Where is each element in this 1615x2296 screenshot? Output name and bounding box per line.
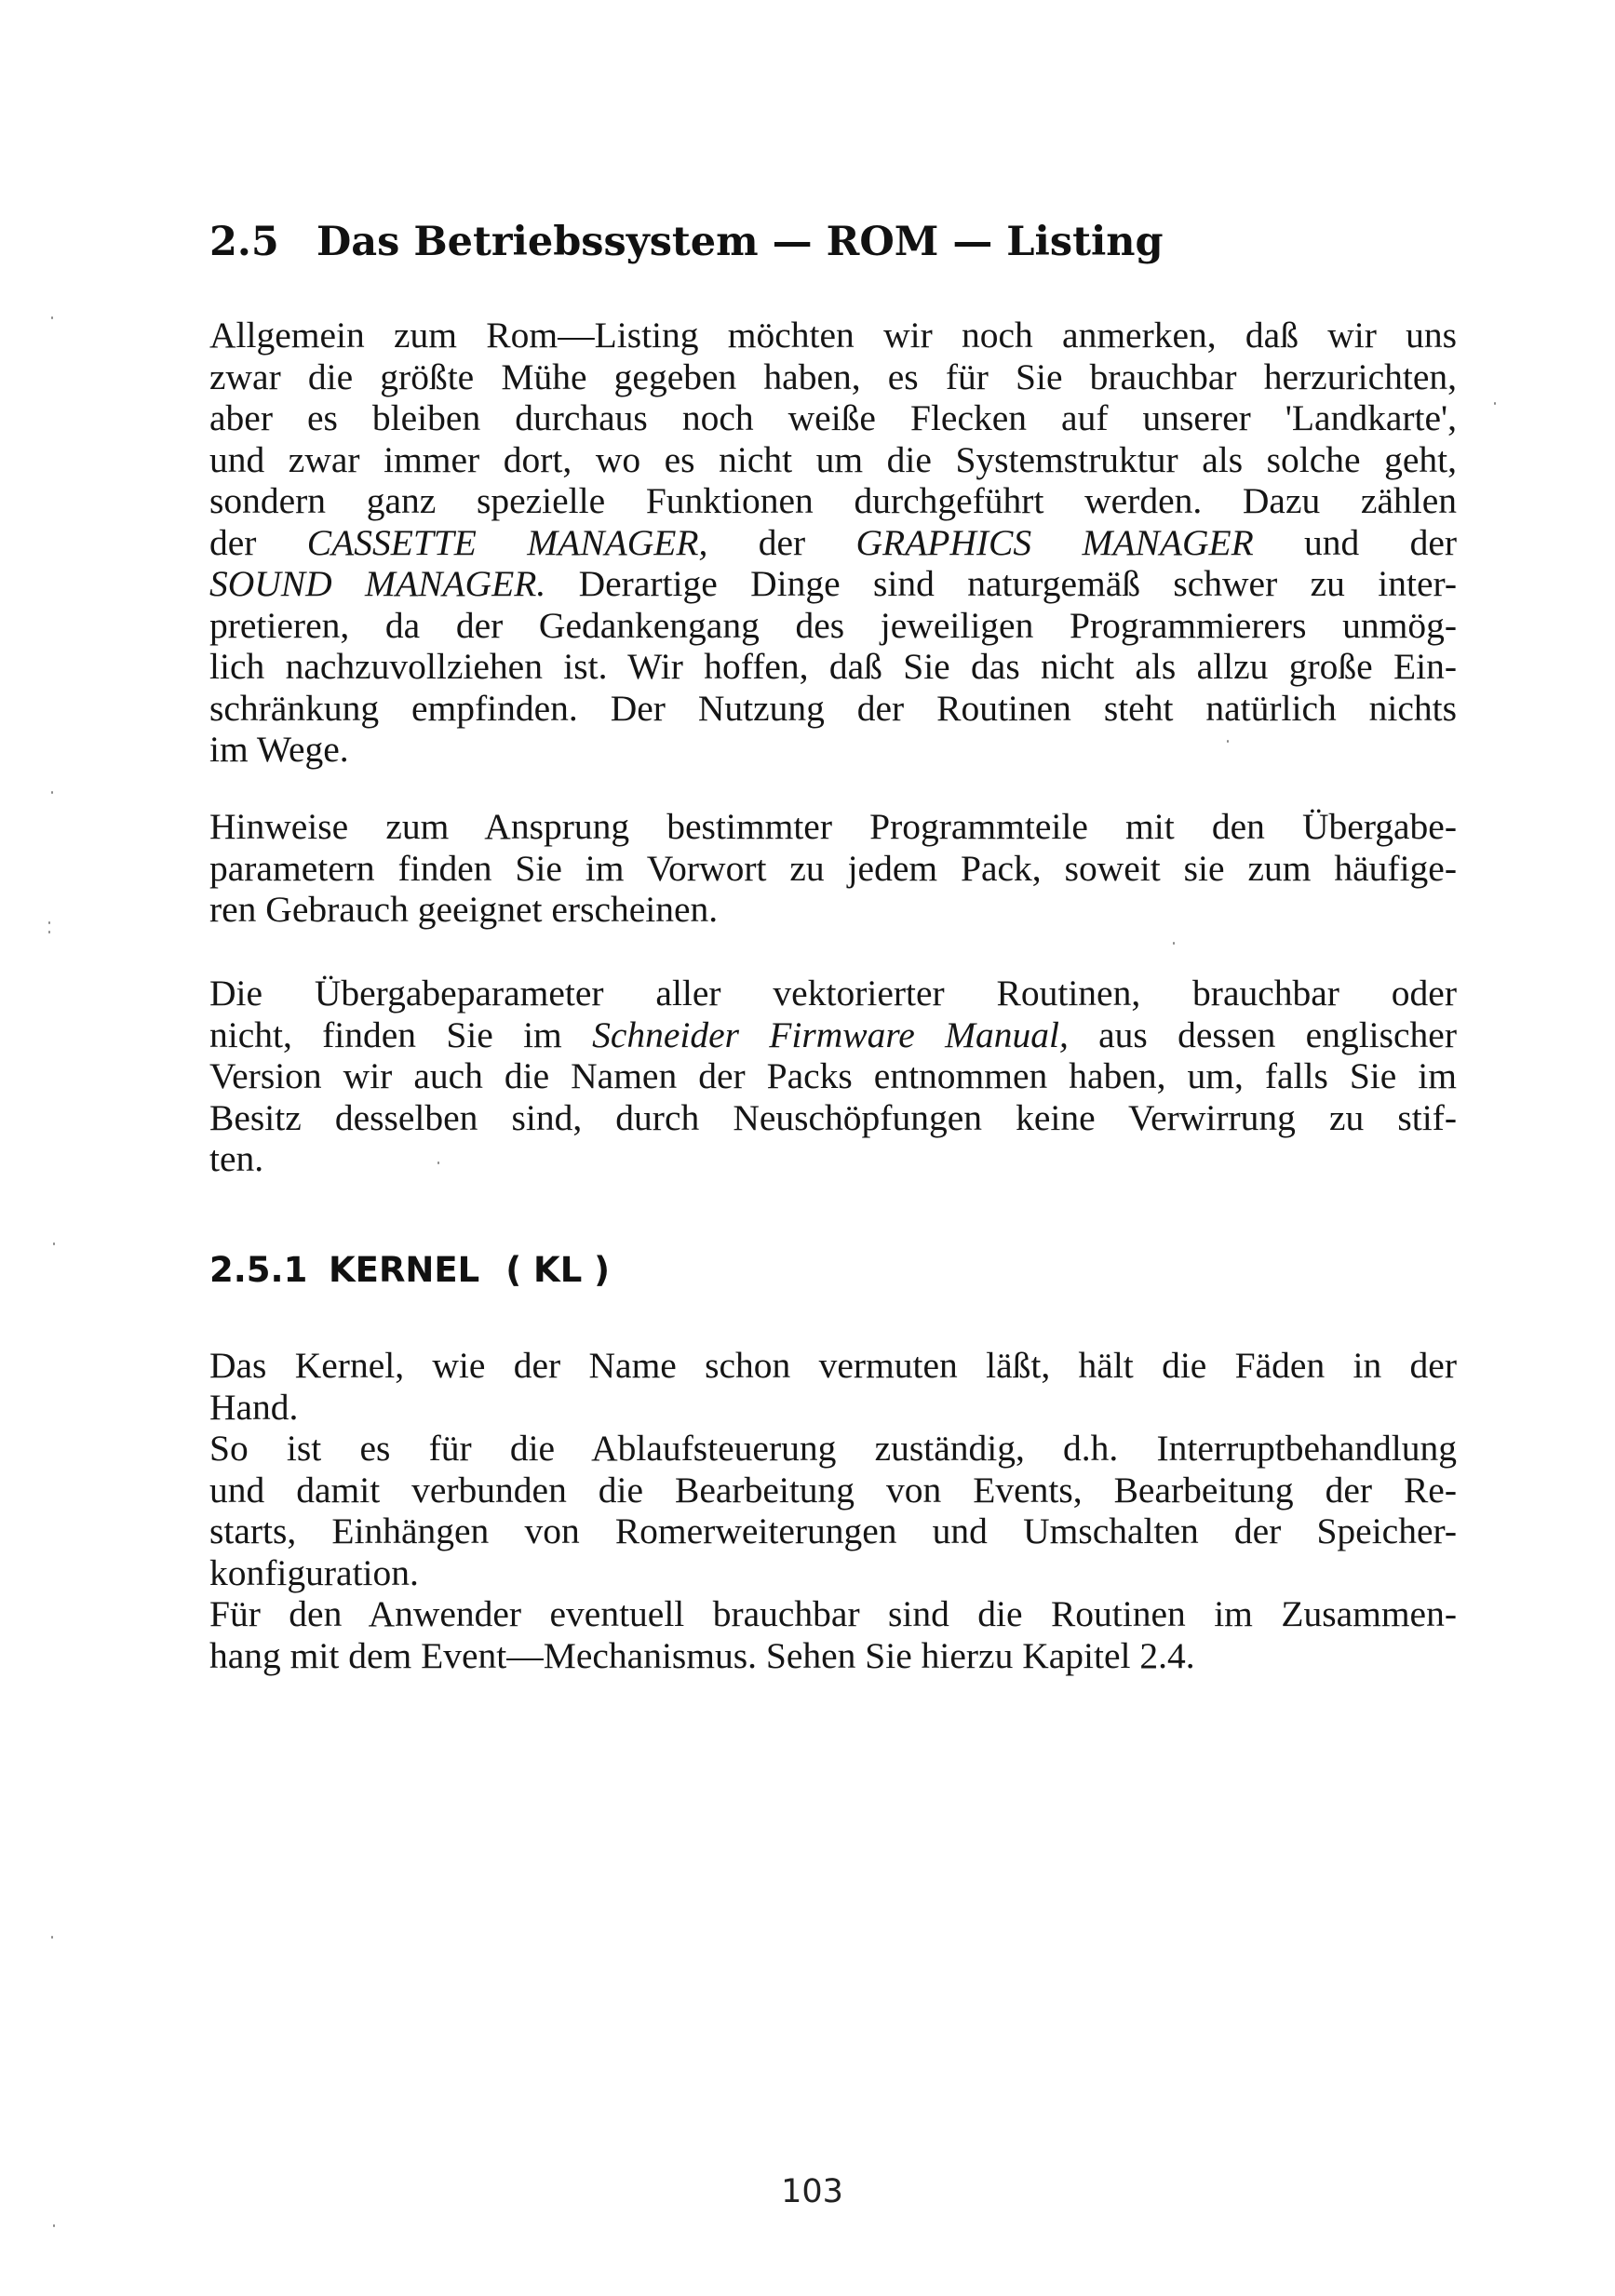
text-line: hang mit dem Event—Mechanismus. Sehen Sie hierzu Kapitel 2.4. xyxy=(209,1634,1195,1676)
text-segment: der xyxy=(758,521,806,563)
scan-speck xyxy=(1173,942,1175,945)
text-line xyxy=(209,1014,1457,1056)
text-line: parametern finden Sie im Vorwort zu jedem Pack, soweit sie zum häufige- xyxy=(209,847,1457,889)
subsection-name: KERNEL xyxy=(329,1250,480,1290)
scan-speck xyxy=(53,1242,55,1245)
paragraph-program-entry-hints xyxy=(209,806,1457,931)
manager-name-cassette: CASSETTE MANAGER, xyxy=(306,521,708,563)
text-line: ten. xyxy=(209,1138,264,1179)
text-line: aber es bleiben durchaus noch weiße Flecken auf unserer 'Landkarte', xyxy=(209,397,1457,438)
text-segment: der xyxy=(209,521,257,563)
scan-speck xyxy=(1227,740,1229,743)
text-segment: und der xyxy=(1304,521,1458,563)
text-line: im Wege. xyxy=(209,729,349,770)
scan-speck xyxy=(51,1936,53,1939)
scan-speck xyxy=(437,1161,439,1164)
section-title: Das Betriebssystem — ROM — Listing xyxy=(316,219,1164,265)
scan-speck xyxy=(1494,402,1496,405)
manager-name-sound: SOUND MANAGER. xyxy=(209,563,546,604)
scan-speck xyxy=(51,791,53,794)
text-segment: Derartige Dinge sind naturgemäß schwer zu inter- xyxy=(578,563,1458,604)
paragraph-kernel-description xyxy=(209,1345,1457,1676)
text-line: Für den Anwender eventuell brauchbar sind die Routinen im Zusammen- xyxy=(209,1593,1457,1634)
text-line: Hand. xyxy=(209,1386,299,1428)
page-number: 103 xyxy=(781,2173,843,2210)
text-line xyxy=(209,522,1457,564)
text-line: Das Kernel, wie der Name schon vermuten läßt, hält die Fäden in der xyxy=(209,1345,1457,1386)
manual-title: Schneider Firmware Manual, xyxy=(592,1014,1069,1055)
scan-speck xyxy=(51,316,53,319)
paragraph-rom-listing-intro xyxy=(209,315,1457,771)
section-heading xyxy=(209,216,1164,268)
manager-name-graphics: GRAPHICS MANAGER xyxy=(855,521,1254,563)
text-line: Die Übergabeparameter aller vektorierter Routinen, brauchbar oder xyxy=(209,973,1457,1014)
text-line: lich nachzuvollziehen ist. Wir hoffen, daß Sie das nicht als allzu große Ein- xyxy=(209,646,1457,687)
text-segment: nicht, finden Sie im xyxy=(209,1014,562,1055)
text-line: Allgemein zum Rom—Listing möchten wir noch anmerken, daß wir uns xyxy=(209,315,1457,356)
subsection-heading xyxy=(209,1247,610,1294)
text-line: So ist es für die Ablaufsteuerung zuständig, d.h. Interruptbehandlung xyxy=(209,1428,1457,1469)
subsection-abbreviation: ( KL ) xyxy=(505,1250,611,1290)
scan-speck xyxy=(48,931,50,933)
text-line: konfiguration. xyxy=(209,1551,419,1593)
text-line: zwar die größte Mühe gegeben haben, es für Sie brauchbar herzurichten, xyxy=(209,356,1457,397)
text-line: und zwar immer dort, wo es nicht um die Systemstruktur als solche geht, xyxy=(209,438,1457,480)
text-line: ren Gebrauch geeignet erscheinen. xyxy=(209,889,719,930)
text-line: und damit verbunden die Bearbeitung von Events, Bearbeitung der Re- xyxy=(209,1469,1457,1511)
text-line: schränkung empfinden. Der Nutzung der Routinen steht natürlich nichts xyxy=(209,687,1457,729)
text-line xyxy=(209,563,1457,605)
subsection-number: 2.5.1 xyxy=(209,1250,308,1290)
scan-speck xyxy=(53,2224,55,2227)
text-line: Hinweise zum Ansprung bestimmter Programmteile mit den Übergabe- xyxy=(209,806,1457,847)
text-line: pretieren, da der Gedankengang des jeweiligen Programmierers unmög- xyxy=(209,604,1457,646)
scan-speck xyxy=(48,921,50,924)
text-line: Version wir auch die Namen der Packs entnommen haben, um, falls Sie im xyxy=(209,1055,1457,1096)
text-segment: aus dessen englischer xyxy=(1098,1014,1457,1055)
section-number: 2.5 xyxy=(209,219,279,265)
text-line: starts, Einhängen von Romerweiterungen und Umschalten der Speicher- xyxy=(209,1511,1457,1551)
paragraph-transfer-parameters xyxy=(209,973,1457,1180)
text-line: Besitz desselben sind, durch Neuschöpfungen keine Verwirrung zu stif- xyxy=(209,1096,1457,1138)
text-line: sondern ganz spezielle Funktionen durchgeführt werden. Dazu zählen xyxy=(209,480,1457,521)
